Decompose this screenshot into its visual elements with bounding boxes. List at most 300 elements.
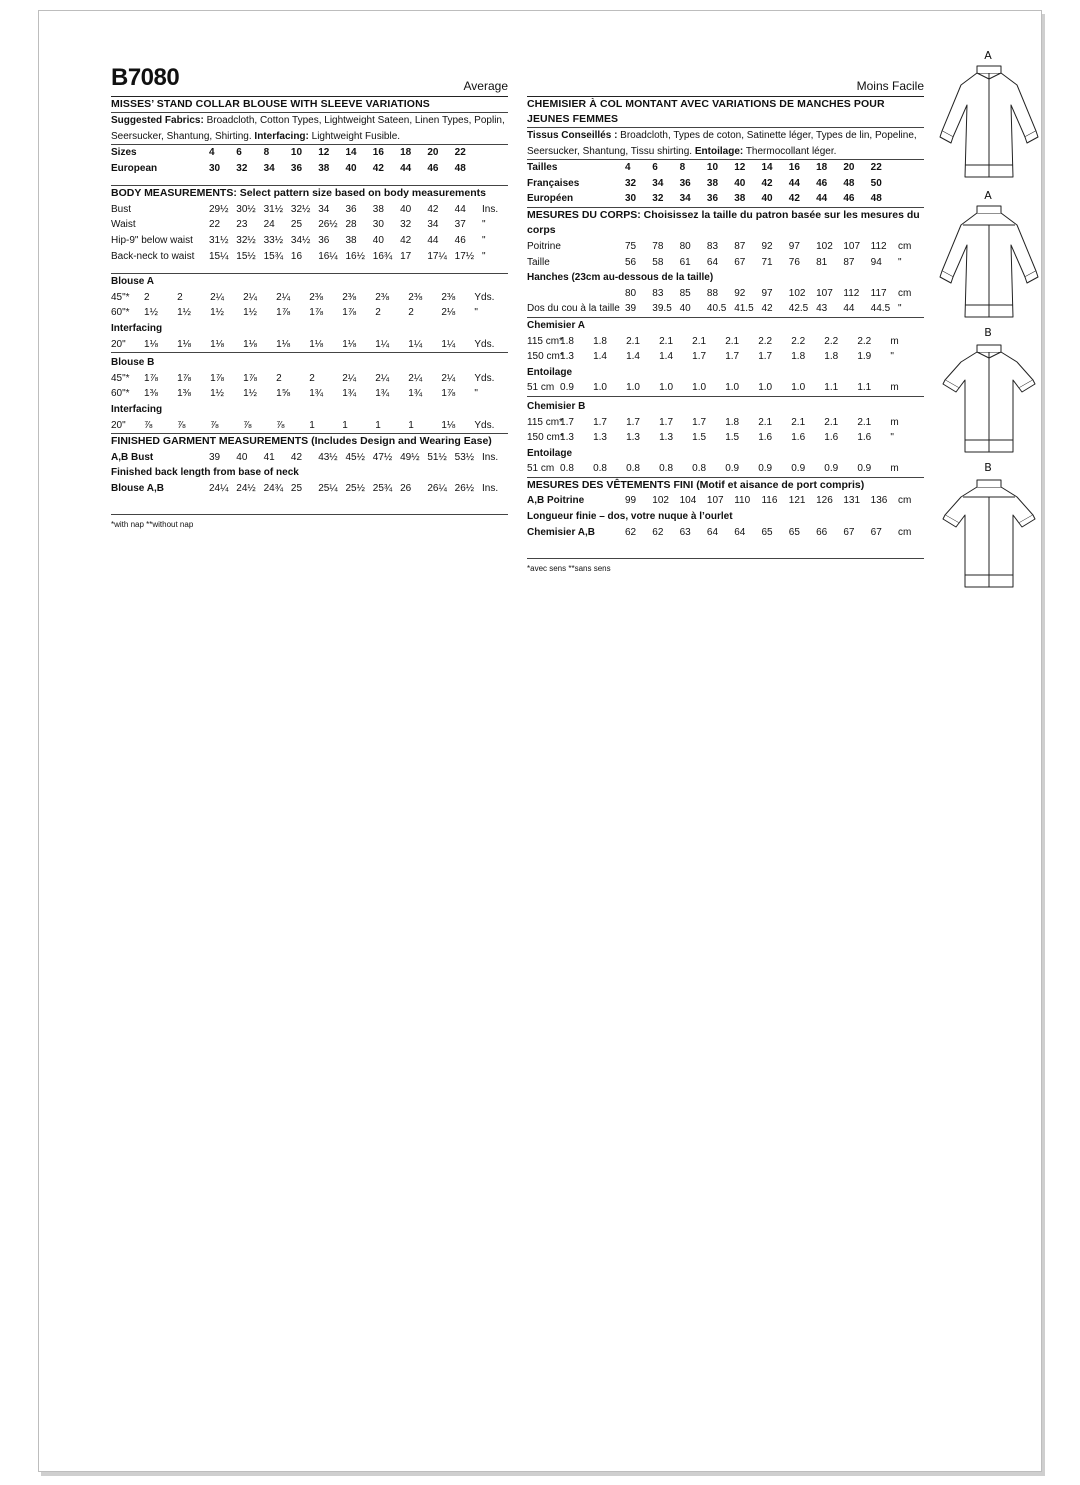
row-label: Waist [111, 219, 136, 231]
cell-value: 1⅞ [276, 307, 291, 319]
row-label: 45"* [111, 372, 130, 384]
table-row [527, 493, 924, 509]
cell-value: 0.9 [560, 382, 574, 394]
cell-value: 2 [375, 307, 381, 319]
cell-value: 2⅜ [309, 291, 324, 303]
unit-label: Ins. [482, 482, 499, 494]
cell-value: 18 [400, 147, 412, 158]
sizes-table [111, 145, 508, 176]
sizes-table [527, 160, 924, 207]
blouse-a-front-sketch [939, 65, 1039, 180]
unit-label: Ins. [482, 451, 499, 463]
cell-value: 44 [816, 193, 828, 205]
cell-value: 42 [400, 234, 412, 246]
cell-value: 30 [372, 219, 384, 231]
table-row [111, 465, 508, 481]
cell-value: ⅞ [243, 419, 252, 431]
cell-value: 2.2 [791, 335, 806, 347]
cell-value: 1⅛ [309, 338, 324, 350]
table-row [527, 239, 924, 255]
cell-value: 44 [843, 303, 855, 315]
cell-value: 24¾ [263, 482, 284, 494]
table-row [111, 386, 508, 402]
cell-value: 24¼ [209, 482, 229, 494]
cell-value: 2.1 [857, 416, 872, 428]
table-row [527, 380, 924, 396]
cell-value: 1 [309, 419, 315, 431]
cell-value: 1.6 [791, 432, 806, 444]
cell-value: 1.8 [791, 351, 806, 363]
cell-value: 30½ [236, 203, 256, 215]
table-row [527, 255, 924, 271]
sketch-label-a-front: A [984, 49, 992, 62]
cell-value: 1¾ [309, 388, 324, 400]
cell-value: 22 [209, 219, 221, 231]
cell-value: 136 [870, 495, 888, 507]
table-row [527, 430, 924, 446]
cell-value: 17¼ [427, 250, 447, 262]
cell-value: 116 [761, 495, 778, 507]
cell-value: 15¼ [209, 250, 229, 262]
cell-value: 2 [309, 372, 315, 384]
table-row [111, 202, 508, 218]
unit-label: Yds. [474, 291, 495, 303]
cell-value: 26 [400, 482, 412, 494]
cell-value: 1⅞ [243, 372, 258, 384]
cell-value: 42 [372, 162, 384, 174]
cell-value: 1.3 [560, 351, 574, 363]
cell-value: 110 [734, 495, 751, 507]
cell-value: 26¼ [427, 482, 447, 494]
cell-value: 44 [400, 162, 412, 174]
row-label: 20" [111, 338, 126, 350]
cell-value: 30 [625, 193, 637, 205]
table-row [111, 145, 508, 161]
cell-value: 1⅞ [309, 307, 324, 319]
unit-label: cm [898, 495, 912, 507]
suggested-fabrics [527, 128, 924, 159]
cell-value: 34 [318, 203, 330, 215]
suggested-fabrics [111, 113, 508, 144]
finished-measurements-table [111, 450, 508, 497]
yardage-table [111, 274, 508, 433]
cell-value: 36 [679, 177, 691, 189]
blouse-b-back-sketch [939, 477, 1039, 592]
unit-label: Ins. [482, 203, 499, 215]
cell-value: 0.9 [824, 463, 839, 475]
cell-value: ⅞ [177, 419, 186, 431]
cell-value: 29½ [209, 203, 229, 215]
row-label: Hip-9" below waist [111, 234, 193, 246]
table-row [111, 418, 508, 434]
cell-value: 1.3 [593, 432, 607, 444]
cell-value: 0.9 [857, 463, 872, 475]
french-column [527, 63, 924, 575]
cell-value: 1.8 [824, 351, 839, 363]
table-row [111, 402, 508, 418]
cell-value: 1 [375, 419, 381, 431]
cell-value: 30 [209, 162, 221, 174]
row-label: Bust [111, 203, 132, 215]
cell-value: 87 [843, 256, 855, 268]
cell-value: 2.1 [692, 335, 707, 347]
cell-value: 2¼ [342, 372, 357, 384]
cell-value: 16½ [345, 250, 365, 262]
table-row [527, 399, 924, 415]
sketch-label-b-back: B [984, 461, 992, 474]
cell-value: 51½ [427, 451, 447, 463]
interfacing-text: Thermocollant léger. [743, 145, 837, 157]
cell-value: 1 [342, 419, 348, 431]
cell-value: 107 [816, 287, 833, 299]
cell-value: 2 [144, 291, 150, 303]
cell-value: 44.5 [870, 303, 891, 315]
cell-value: 1.0 [659, 382, 674, 394]
cell-value: 117 [870, 287, 887, 299]
cell-value: 1½ [210, 388, 224, 400]
cell-value: 64 [706, 256, 719, 268]
table-row [111, 355, 508, 371]
cell-value: 61 [679, 256, 691, 268]
cell-value: 25½ [345, 482, 365, 494]
cell-value: 76 [788, 256, 800, 268]
cell-value: 40 [734, 177, 746, 189]
cell-value: 1⅞ [210, 372, 224, 384]
cell-value: 1.1 [857, 382, 872, 394]
row-label: Back-neck to waist [111, 250, 195, 262]
cell-value: 1⅛ [177, 338, 191, 350]
cell-value: 36 [345, 203, 357, 215]
cell-value: 2.1 [659, 335, 674, 347]
cell-value: 102 [652, 495, 669, 507]
cell-value: 38 [706, 177, 719, 189]
blouse-b-front-sketch [939, 342, 1039, 457]
cell-value: 62 [625, 526, 637, 538]
yardage-table [527, 318, 924, 477]
cell-value: 1⅞ [144, 372, 158, 384]
cell-value: 2¼ [243, 291, 258, 303]
unit-label: m [890, 463, 899, 475]
cell-value: 2⅛ [441, 307, 456, 319]
row-label: A,B Poitrine [527, 495, 585, 507]
cell-value: 31½ [209, 234, 229, 246]
cell-value: 80 [625, 287, 637, 299]
table-row [527, 160, 924, 176]
cell-value: 87 [734, 240, 746, 252]
cell-value: 40 [372, 234, 384, 246]
cell-value: 14 [761, 162, 773, 173]
cell-value: 1.7 [725, 351, 740, 363]
row-label: 20" [111, 419, 126, 431]
pattern-envelope-back [38, 10, 1042, 1472]
row-label: Chemisier B [527, 400, 586, 412]
cell-value: 48 [454, 162, 466, 174]
unit-label: " [482, 250, 486, 262]
unit-label: " [474, 307, 478, 319]
fabrics-text: Broadcloth, Types de coton, Satinette léger, Types de lin, Popeline, Seersucker, Shantung, Tissu shirting. [527, 130, 917, 157]
cell-value: 2.1 [791, 416, 806, 428]
row-label: 115 cm* [527, 416, 563, 428]
cell-value: 1.8 [725, 416, 740, 428]
cell-value: 0.8 [593, 463, 607, 475]
cell-value: 40 [345, 162, 357, 174]
cell-value: 22 [454, 147, 466, 158]
row-label: 60"* [111, 307, 130, 319]
cell-value: 23 [236, 219, 248, 231]
cell-value: 1.6 [857, 432, 872, 444]
cell-value: 26½ [318, 219, 338, 231]
cell-value: 42 [761, 177, 773, 189]
body-measurements-table [111, 202, 508, 264]
difficulty-level: Moins Facile [856, 79, 924, 93]
cell-value: ⅞ [144, 419, 153, 431]
cell-value: 0.9 [791, 463, 806, 475]
cell-value: 34 [652, 177, 664, 189]
cell-value: 1¼ [441, 338, 456, 350]
cell-value: 67 [734, 256, 746, 268]
cell-value: 24 [263, 219, 275, 231]
cell-value: 25¼ [318, 482, 338, 494]
table-row [111, 290, 508, 306]
header [111, 63, 508, 96]
cell-value: 1.0 [758, 382, 773, 394]
cell-value: 34 [427, 219, 439, 231]
table-row [527, 415, 924, 431]
cell-value: 47½ [372, 451, 393, 463]
row-label: A,B Bust [111, 451, 154, 463]
cell-value: 46 [454, 234, 466, 246]
body-measurements-heading: BODY MEASUREMENTS: Select pattern size based on body measurements [111, 187, 486, 200]
cell-value: 1.0 [791, 382, 806, 394]
cell-value: 53½ [454, 451, 475, 463]
cell-value: 1¼ [375, 338, 390, 350]
row-label: Taille [527, 256, 550, 268]
cell-value: 1.7 [692, 416, 707, 428]
cell-value: 2⅜ [441, 291, 456, 303]
cell-value: 56 [625, 256, 637, 268]
cell-value: 38 [345, 234, 357, 246]
row-label: Européen [527, 193, 574, 205]
cell-value: 6 [236, 147, 242, 158]
cell-value: 83 [652, 287, 664, 299]
unit-label: " [482, 219, 486, 231]
cell-value: 1⅜ [144, 388, 158, 400]
cell-value: 10 [290, 147, 303, 158]
row-label: Poitrine [527, 240, 561, 252]
cell-value: 40 [236, 451, 248, 463]
cell-value: 58 [652, 256, 664, 268]
cell-value: 63 [679, 526, 691, 538]
cell-value: 2⅜ [375, 291, 390, 303]
row-label: 115 cm* [527, 335, 563, 347]
cell-value: 126 [816, 495, 833, 507]
cell-value: 1.9 [857, 351, 872, 363]
row-label: 45"* [111, 291, 130, 303]
interfacing-label: Interfacing: [254, 130, 309, 142]
cell-value: 104 [679, 495, 697, 507]
row-label: Dos du cou à la taille [527, 303, 620, 315]
row-label: Finished back length from base of neck [111, 467, 299, 479]
cell-value: 1 [408, 419, 414, 431]
finished-measurements-heading: FINISHED GARMENT MEASUREMENTS (Includes Design and Wearing Ease) [111, 435, 492, 448]
body-measurements-table [527, 239, 924, 317]
table-row [111, 450, 508, 466]
unit-label [482, 145, 508, 161]
cell-value: 44 [427, 234, 439, 246]
cell-value: 39.5 [652, 303, 672, 315]
table-row [527, 318, 924, 334]
cell-value: 2¼ [408, 372, 423, 384]
difficulty-level: Average [463, 79, 508, 93]
cell-value: 1.0 [692, 382, 707, 394]
row-label: Blouse A [111, 276, 154, 288]
pattern-title: MISSES’ STAND COLLAR BLOUSE WITH SLEEVE VARIATIONS [111, 98, 430, 110]
row-label: Entoilage [527, 366, 573, 378]
cell-value: 1.0 [593, 382, 607, 394]
cell-value: 1.7 [593, 416, 607, 428]
cell-value: 0.9 [725, 463, 740, 475]
cell-value: 112 [870, 240, 887, 252]
cell-value: 2 [177, 291, 183, 303]
table-row [527, 446, 924, 462]
interfacing-label: Entoilage: [694, 145, 744, 157]
cell-value: 48 [843, 177, 855, 189]
cell-value: 97 [788, 240, 800, 252]
cell-value: 2⅜ [342, 291, 357, 303]
cell-value: 81 [816, 256, 828, 268]
cell-value: 4 [625, 162, 631, 173]
table-row [111, 481, 508, 497]
cell-value: 1⅛ [441, 419, 456, 431]
cell-value: 46 [427, 162, 439, 174]
row-label: Longueur finie – dos, votre nuque à l’ourlet [527, 511, 733, 523]
cell-value: 1.0 [626, 382, 640, 394]
cell-value: 1.6 [824, 432, 839, 444]
cell-value: 85 [679, 287, 691, 299]
cell-value: 1.0 [725, 382, 740, 394]
unit-label: " [890, 351, 894, 363]
cell-value: 6 [652, 162, 658, 173]
cell-value: 15¾ [263, 250, 284, 262]
unit-label: " [474, 388, 478, 400]
cell-value: 1.8 [560, 335, 574, 347]
cell-value: 1.7 [626, 416, 640, 428]
cell-value: 24½ [236, 482, 256, 494]
unit-label: cm [898, 526, 912, 538]
fabrics-label: Tissus Conseillés : [527, 130, 618, 141]
divider [111, 514, 508, 515]
cell-value: 1½ [243, 388, 258, 400]
cell-value: 42 [290, 451, 303, 463]
cell-value: 36 [290, 162, 303, 174]
cell-value: 34½ [290, 234, 311, 246]
row-label: Sizes [111, 147, 137, 158]
cell-value: 31½ [263, 203, 284, 215]
unit-label: m [890, 382, 899, 394]
cell-value: 102 [788, 287, 806, 299]
cell-value: 1¾ [408, 388, 423, 400]
cell-value: 40 [679, 303, 691, 315]
unit-label: " [898, 256, 902, 268]
cell-value: 1⅛ [144, 338, 158, 350]
unit-label: cm [898, 240, 912, 252]
cell-value: 2.2 [857, 335, 872, 347]
cell-value: 1⅝ [276, 388, 291, 400]
cell-value: 10 [706, 162, 719, 173]
table-row [527, 270, 924, 286]
cell-value: 75 [625, 240, 637, 252]
cell-value: 25 [290, 219, 303, 231]
cell-value: 41 [263, 451, 275, 463]
cell-value: 1⅛ [243, 338, 258, 350]
cell-value: 131 [843, 495, 861, 507]
cell-value: 1¾ [342, 388, 357, 400]
cell-value: 62 [652, 526, 664, 538]
cell-value: 78 [652, 240, 664, 252]
cell-value: 2.2 [758, 335, 773, 347]
cell-value: 20 [843, 162, 855, 173]
fabrics-label: Suggested Fabrics: [111, 115, 204, 126]
row-label: 51 cm [527, 382, 555, 394]
unit-label [482, 161, 508, 177]
cell-value: 0.8 [626, 463, 640, 475]
cell-value: 16¼ [318, 250, 338, 262]
unit-label: cm [898, 287, 912, 299]
table-row [527, 525, 924, 541]
cell-value: 34 [263, 162, 275, 174]
cell-value: 25 [290, 482, 303, 494]
table-row [111, 249, 508, 265]
cell-value: 2¼ [375, 372, 390, 384]
cell-value: 36 [318, 234, 330, 246]
cell-value: 26½ [454, 482, 475, 494]
cell-value: 25¾ [372, 482, 393, 494]
table-row [111, 321, 508, 337]
unit-label [898, 191, 924, 207]
sketch-label-b-front: B [984, 326, 992, 339]
cell-value: 1.7 [758, 351, 773, 363]
cell-value: 1½ [243, 307, 258, 319]
cell-value: 28 [345, 219, 357, 231]
table-row [111, 161, 508, 177]
table-row [111, 305, 508, 321]
cell-value: 1½ [177, 307, 191, 319]
cell-value: 1¼ [408, 338, 423, 350]
table-row [111, 337, 508, 353]
table-row [111, 217, 508, 233]
cell-value: 39 [209, 451, 221, 463]
cell-value: 8 [679, 162, 686, 173]
cell-value: 1.3 [659, 432, 674, 444]
cell-value: 65 [761, 526, 773, 538]
cell-value: 16 [788, 162, 800, 173]
cell-value: 2 [276, 372, 282, 384]
cell-value: 32 [652, 193, 664, 205]
cell-value: 18 [816, 162, 828, 173]
row-label: 51 cm [527, 463, 555, 475]
cell-value: 16 [290, 250, 303, 262]
unit-label [898, 176, 924, 192]
cell-value: 1⅛ [342, 338, 357, 350]
cell-value: 39 [625, 303, 637, 315]
cell-value: 1.7 [659, 416, 674, 428]
table-row [527, 461, 924, 477]
cell-value: 36 [706, 193, 719, 205]
cell-value: 16¾ [372, 250, 393, 262]
row-label: Blouse B [111, 357, 155, 369]
cell-value: 41.5 [734, 303, 754, 315]
row-label: Interfacing [111, 403, 163, 415]
